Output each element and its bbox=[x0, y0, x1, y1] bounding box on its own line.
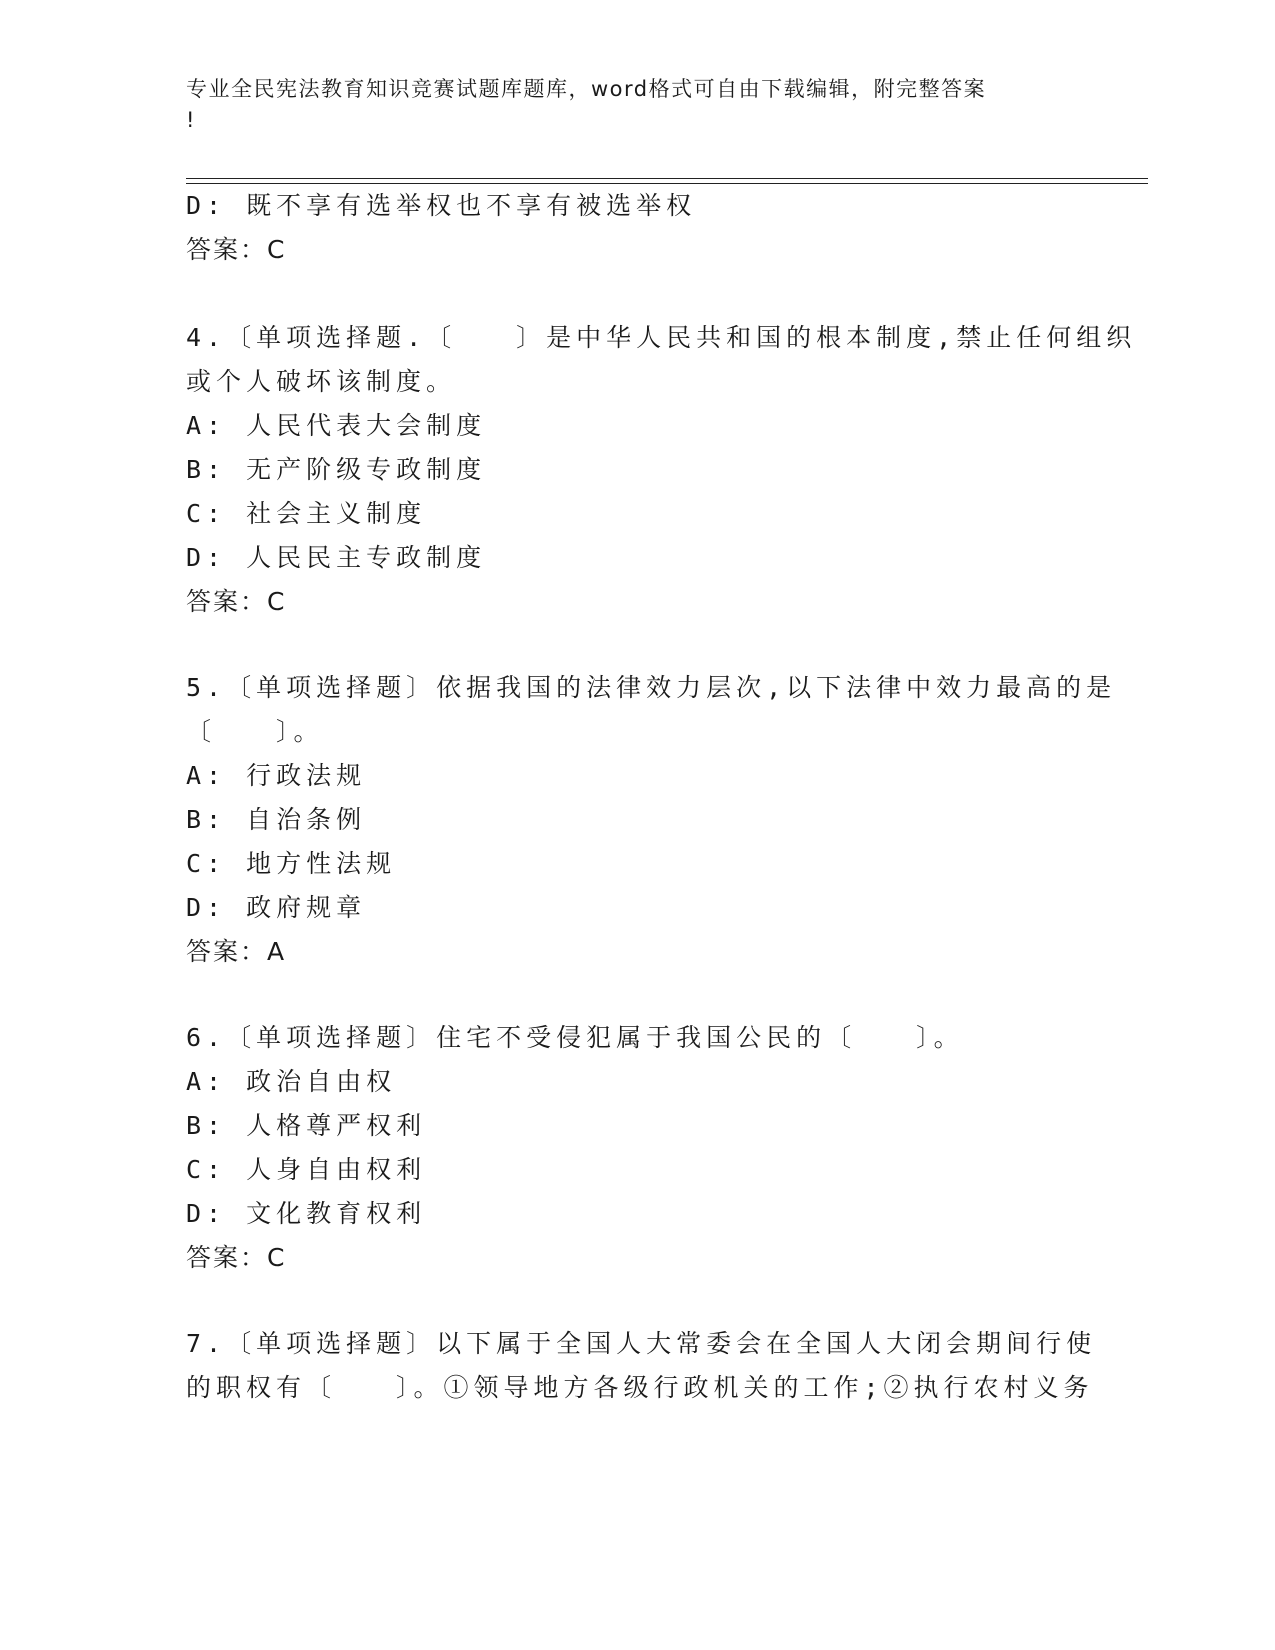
q7-stem-line2: 的职权有〔 〕。①领导地方各级行政机关的工作;②执行农村义务 bbox=[186, 1373, 1094, 1402]
q3-answer: 答案：C bbox=[186, 235, 287, 264]
q6-option-c: C: 人身自由权利 bbox=[186, 1155, 427, 1184]
header-title-continuation: ! bbox=[186, 108, 196, 132]
q6-option-b: B: 人格尊严权利 bbox=[186, 1111, 427, 1140]
q5-answer: 答案：A bbox=[186, 937, 287, 966]
q6-option-a: A: 政治自由权 bbox=[186, 1067, 397, 1096]
q6-option-d: D: 文化教育权利 bbox=[186, 1199, 427, 1228]
header-rule-top bbox=[186, 178, 1148, 179]
header-title: 专业全民宪法教育知识竞赛试题库题库，word格式可自由下载编辑，附完整答案 bbox=[186, 77, 987, 101]
q5-option-a: A: 行政法规 bbox=[186, 761, 367, 790]
header-rule-bottom bbox=[186, 183, 1148, 184]
page-header bbox=[186, 74, 1066, 136]
q4-option-d: D: 人民民主专政制度 bbox=[186, 543, 487, 572]
q4-answer: 答案：C bbox=[186, 587, 287, 616]
q6-stem-line1: 6.〔单项选择题〕住宅不受侵犯属于我国公民的〔 〕。 bbox=[186, 1023, 964, 1052]
q5-option-c: C: 地方性法规 bbox=[186, 849, 397, 878]
q3-option-d: D: 既不享有选举权也不享有被选举权 bbox=[186, 191, 697, 220]
q5-option-b: B: 自治条例 bbox=[186, 805, 367, 834]
q5-option-d: D: 政府规章 bbox=[186, 893, 367, 922]
q7-stem-line1: 7.〔单项选择题〕以下属于全国人大常委会在全国人大闭会期间行使 bbox=[186, 1329, 1097, 1358]
q4-option-a: A: 人民代表大会制度 bbox=[186, 411, 487, 440]
q4-stem-line2: 或个人破坏该制度。 bbox=[186, 367, 457, 396]
q4-option-c: C: 社会主义制度 bbox=[186, 499, 427, 528]
q4-stem-line1: 4.〔单项选择题.〔 〕是中华人民共和国的根本制度,禁止任何组织 bbox=[186, 323, 1137, 352]
q4-option-b: B: 无产阶级专政制度 bbox=[186, 455, 487, 484]
q5-stem-line2: 〔 〕。 bbox=[186, 717, 324, 746]
q5-stem-line1: 5.〔单项选择题〕依据我国的法律效力层次,以下法律中效力最高的是 bbox=[186, 673, 1117, 702]
q6-answer: 答案：C bbox=[186, 1243, 287, 1272]
